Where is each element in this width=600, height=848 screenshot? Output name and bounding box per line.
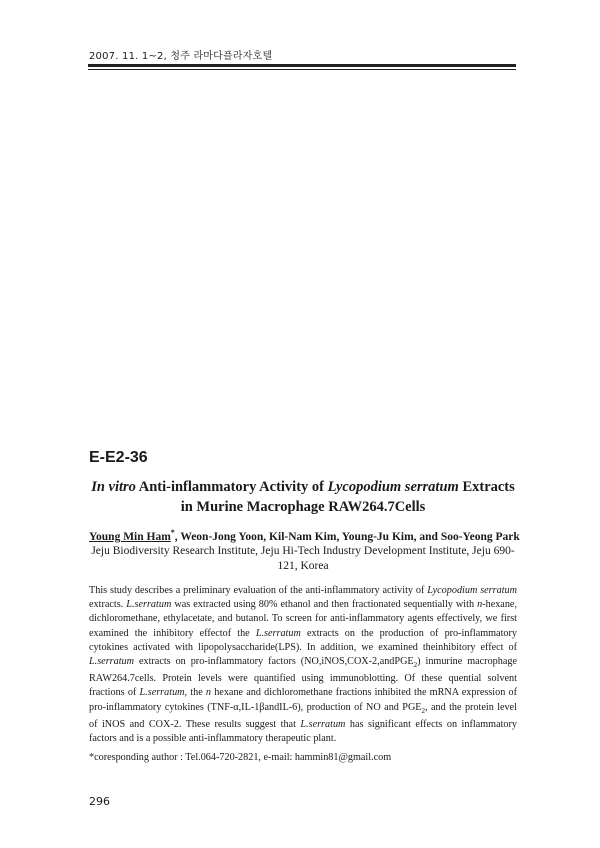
abstract-body [89, 584, 517, 746]
title-part1: Anti-inflammatory Activity of [135, 479, 328, 495]
abstract-italic: n [477, 599, 483, 611]
header-rule-thick [88, 64, 516, 67]
header-rule-thin [88, 69, 516, 70]
abstract-code: E-E2-36 [89, 449, 148, 466]
abstract-text: extracts. [89, 599, 127, 611]
abstract-italic: L.serratum [255, 627, 301, 639]
abstract-subscript: 2 [421, 706, 426, 715]
abstract-italic: n [205, 687, 212, 699]
abstract-italic: L.serratum [89, 656, 135, 668]
abstract-italic: L.serratum [139, 687, 185, 699]
abstract-italic: Lycopodium serratum [427, 585, 517, 596]
abstract-text: has significant effects on inflammatory factors and is a possible anti-inflammatory therapeutic plant. [89, 718, 517, 745]
corresponding-author-note: *coresponding author : Tel.064-720-2821, e-mail: hammin81@gmail.com [89, 752, 392, 763]
abstract-text: This study describes a preliminary evaluation of the anti-inflammatory activity of [89, 585, 428, 596]
title-part2: Extracts in Murine Macrophage RAW264.7Cells [180, 479, 515, 515]
title-species: Lycopodium serratum [327, 479, 459, 495]
abstract-italic: L.serratum [300, 718, 346, 730]
abstract-text: , the [184, 687, 206, 699]
first-author: Young Min Ham [89, 530, 171, 543]
corresponding-mark: * [170, 528, 175, 537]
other-authors: , Weon-Jong Yoon, Kil-Nam Kim, Young-Ju Kim, and Soo-Yeong Park [174, 530, 520, 543]
abstract-text: hexane and dichloromethane fractions inhibited the mRNA expression of pro-inflammatory cytokines (TNF-α,IL-1βandIL-6), production of NO and PGE [89, 687, 517, 713]
conference-header: 2007. 11. 1~2, 청주 라마다플라자호텔 [89, 51, 273, 62]
title-in-vitro: In vitro [91, 479, 136, 495]
author-list [89, 528, 520, 543]
paper-title [89, 477, 517, 517]
abstract-text: -hexane, dichloromethane, ethylacetate, and butanol. To screen for anti-inflammatory agents effectively, we first examined the inhibitory effectof the [89, 599, 517, 639]
page-number: 296 [89, 795, 110, 808]
abstract-text: was extracted using 80% ethanol and then fractionated sequentially with [171, 599, 478, 611]
abstract-italic: L.serratum [126, 599, 172, 611]
abstract-text: ) inmurine macrophage RAW264.7cells. Protein levels were quantified using immunoblotting. Of these quential solvent fractions of [89, 656, 517, 699]
affiliation: Jeju Biodiversity Research Institute, Jeju Hi-Tech Industry Development Institute, Jeju 690-121, Korea [91, 545, 515, 572]
abstract-text: , and the protein level of iNOS and COX-2. These results suggest that [89, 701, 517, 730]
abstract-text: extracts on the production of pro-inflammatory cytokines activated with lipopolysaccharide(LPS). In addition, we examined theinhibitory effect of [89, 627, 517, 653]
abstract-text: extracts on pro-inflammatory factors (NO,iNOS,COX-2,andPGE [134, 656, 414, 668]
abstract-subscript: 2 [413, 661, 418, 670]
